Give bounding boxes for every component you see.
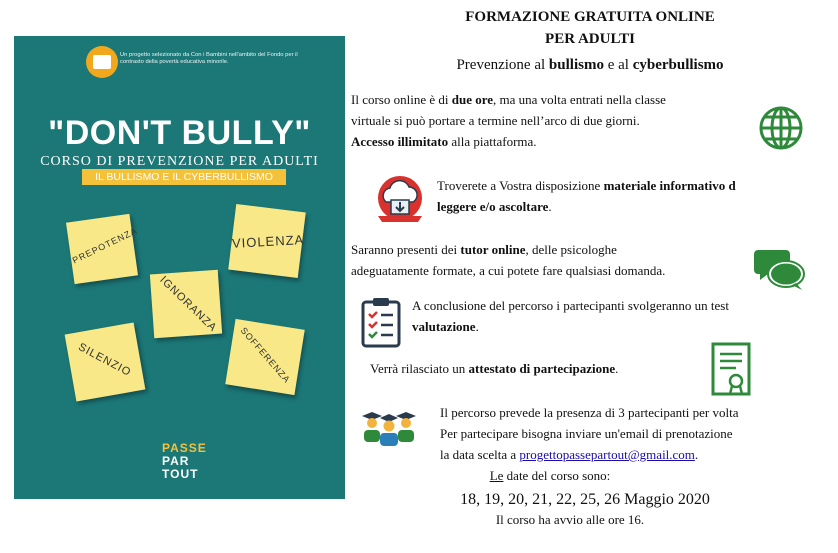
graduates-icon: [360, 408, 418, 448]
text: .: [548, 199, 552, 214]
start-time: Il corso ha avvio alle ore 16.: [495, 512, 645, 527]
text: date del corso sono:: [503, 468, 611, 483]
text: .: [475, 319, 479, 334]
course-dates: 18, 19, 20, 21, 22, 25, 26 Maggio 2020: [460, 491, 710, 508]
booking-text-2: [440, 445, 698, 465]
heading-line-2: PER ADULTI: [545, 31, 635, 47]
poster-logo-text: Un progetto selezionato da Con i Bambini nell'ambito del Fondo per il contrasto della povertà educativa minorile.: [120, 52, 298, 65]
text: , ma una volta entrati nella classe: [493, 92, 666, 107]
text-bold: tutor online: [460, 242, 526, 257]
con-i-bambini-logo: [86, 46, 118, 78]
sticky-note: [150, 270, 222, 339]
tutor-text: [351, 240, 617, 260]
sticky-note: [66, 214, 138, 284]
materials-text-2: [437, 197, 552, 217]
text: Verrà rilasciato un: [370, 361, 469, 376]
heading-line-3: [380, 54, 800, 76]
participants-text: Il percorso prevede la presenza di 3 partecipanti per volta: [440, 405, 739, 420]
poster-title: "DON'T BULLY": [48, 114, 311, 152]
passepartout-logo: [162, 442, 207, 481]
materials-text: [437, 176, 736, 196]
test-text: A conclusione del percorso i partecipanti svolgeranno un test: [412, 298, 729, 313]
text-bold: attestato di partecipazione: [468, 361, 616, 376]
certificate-icon: [710, 341, 752, 397]
cloud-download-icon: [372, 176, 428, 226]
text: Il corso online è di: [351, 92, 452, 107]
heading-bold: cyberbullismo: [632, 57, 724, 73]
course-duration-text: [351, 90, 666, 110]
poster-image: [14, 36, 345, 499]
heading-line-1: FORMAZIONE GRATUITA ONLINE: [465, 9, 715, 25]
brand-line: PAR: [162, 454, 190, 468]
text-bold: valutazione: [412, 319, 476, 334]
checklist-icon: [360, 296, 402, 348]
sticky-note: [225, 319, 304, 395]
heading-text: Prevenzione al: [456, 57, 549, 73]
sticky-note: [228, 204, 306, 278]
poster-band-text: IL BULLISMO E IL CYBERBULLISMO: [95, 171, 273, 183]
tutor-text-2: adeguatamente formate, a cui potete fare qualsiasi domanda.: [351, 263, 666, 278]
heading-text: e al: [603, 57, 633, 73]
text: la data scelta a: [440, 447, 520, 462]
text: Troverete a Vostra disposizione: [437, 178, 604, 193]
note-text: IGNORANZA: [157, 274, 220, 335]
text: .: [615, 361, 619, 376]
chat-bubbles-icon: [752, 246, 808, 292]
poster-band: [82, 169, 286, 185]
note-text: PREPOTENZA: [70, 225, 139, 266]
email-link[interactable]: progettopassepartout@gmail.com: [519, 447, 695, 462]
poster-subtitle: CORSO DI PREVENZIONE PER ADULTI: [40, 154, 319, 169]
text-bold: materiale informativo d: [603, 178, 736, 193]
dates-intro: [420, 466, 680, 486]
brand-line: PASSE: [162, 441, 207, 455]
platform-access-text: [351, 132, 537, 152]
text-bold: Accesso illimitato: [351, 134, 449, 149]
text: Le: [489, 468, 504, 483]
booking-text: Per partecipare bisogna inviare un'email di prenotazione: [440, 426, 733, 441]
text: , delle psicologhe: [525, 242, 617, 257]
course-duration-text-2: virtuale si può portare a termine nell’arco di due giorni.: [351, 113, 640, 128]
note-text: SOFFERENZA: [238, 325, 293, 386]
heading-bold: bullismo: [548, 57, 604, 73]
sticky-note: [65, 322, 146, 401]
text: .: [694, 447, 699, 462]
note-text: SILENZIO: [76, 341, 134, 379]
text-bold: due ore: [451, 92, 494, 107]
text: Saranno presenti dei: [351, 242, 461, 257]
certificate-text: [370, 359, 618, 379]
text: alla piattaforma.: [448, 134, 537, 149]
text-bold: leggere e/o ascoltare: [437, 199, 549, 214]
test-text-2: [412, 317, 479, 337]
globe-icon: [757, 104, 805, 152]
note-text: VIOLENZA: [231, 232, 305, 251]
brand-line: TOUT: [162, 467, 199, 481]
